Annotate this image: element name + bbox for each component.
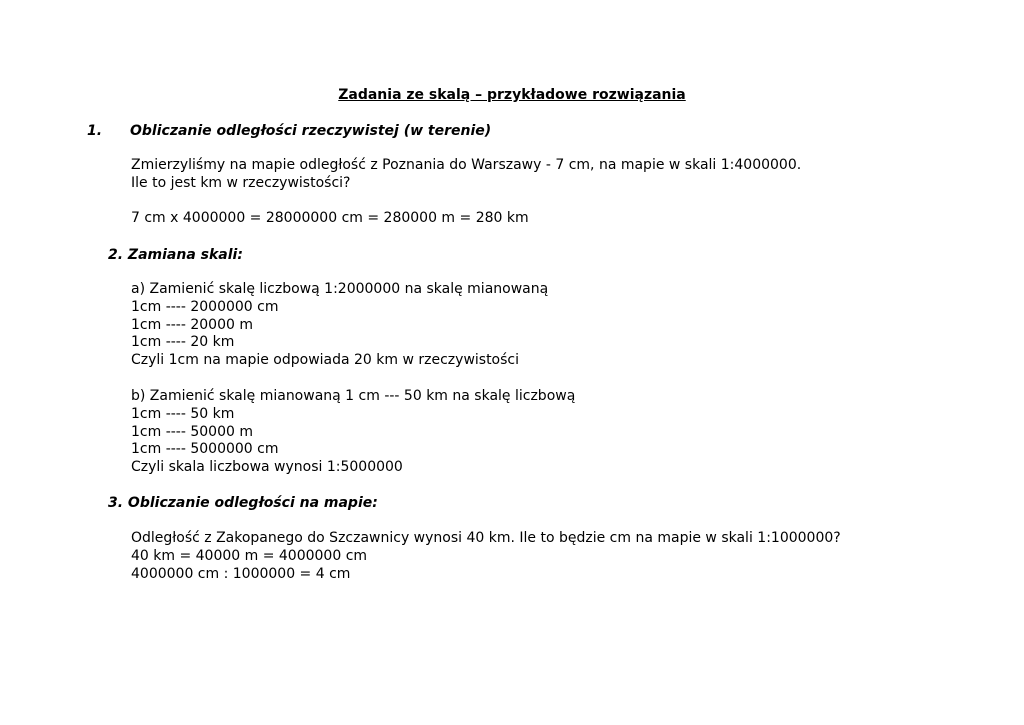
- section-3-line: 4000000 cm : 1000000 = 4 cm: [131, 565, 351, 582]
- section-1-task-line: Zmierzyliśmy na mapie odległość z Poznania do Warszawy - 7 cm, na mapie w skali 1:4000000.: [131, 157, 802, 173]
- section-1-solution: [131, 210, 529, 228]
- section-3-line: 40 km = 40000 m = 4000000 cm: [131, 547, 368, 564]
- part-a-line: 1cm ---- 20000 m: [131, 316, 253, 333]
- part-a-line: 1cm ---- 2000000 cm: [131, 298, 279, 315]
- section-2-part-a: [131, 281, 548, 370]
- part-a-line: a) Zamienić skalę liczbową 1:2000000 na skalę mianowaną: [131, 281, 549, 297]
- section-2-part-b: [131, 388, 575, 477]
- section-1-heading-text: Obliczanie odległości rzeczywistej (w terenie): [130, 123, 492, 139]
- section-1-heading: [87, 122, 491, 140]
- section-1-task-line: Ile to jest km w rzeczywistości?: [131, 174, 351, 191]
- section-1-solution-line: 7 cm x 4000000 = 28000000 cm = 280000 m = 280 km: [131, 210, 529, 226]
- part-a-line: Czyli 1cm na mapie odpowiada 20 km w rzeczywistości: [131, 352, 520, 369]
- section-3-line: Odległość z Zakopanego do Szczawnicy wynosi 40 km. Ile to będzie cm na mapie w skali 1:1000000?: [131, 530, 841, 546]
- part-b-line: Czyli skala liczbowa wynosi 1:5000000: [131, 459, 403, 476]
- part-b-line: 1cm ---- 50000 m: [131, 423, 253, 440]
- part-b-line: 1cm ---- 5000000 cm: [131, 441, 279, 458]
- part-a-line: 1cm ---- 20 km: [131, 334, 235, 351]
- section-1-number: 1.: [87, 123, 103, 139]
- document-title: Zadania ze skalą – przykładowe rozwiązania: [338, 87, 686, 103]
- section-3-heading: 3. Obliczanie odległości na mapie:: [108, 495, 378, 511]
- section-1-task: [131, 157, 801, 193]
- section-3-task: [131, 530, 841, 583]
- section-2-heading: 2. Zamiana skali:: [108, 247, 243, 263]
- part-b-line: b) Zamienić skalę mianowaną 1 cm --- 50 km na skalę liczbową: [131, 388, 576, 404]
- part-b-line: 1cm ---- 50 km: [131, 405, 235, 422]
